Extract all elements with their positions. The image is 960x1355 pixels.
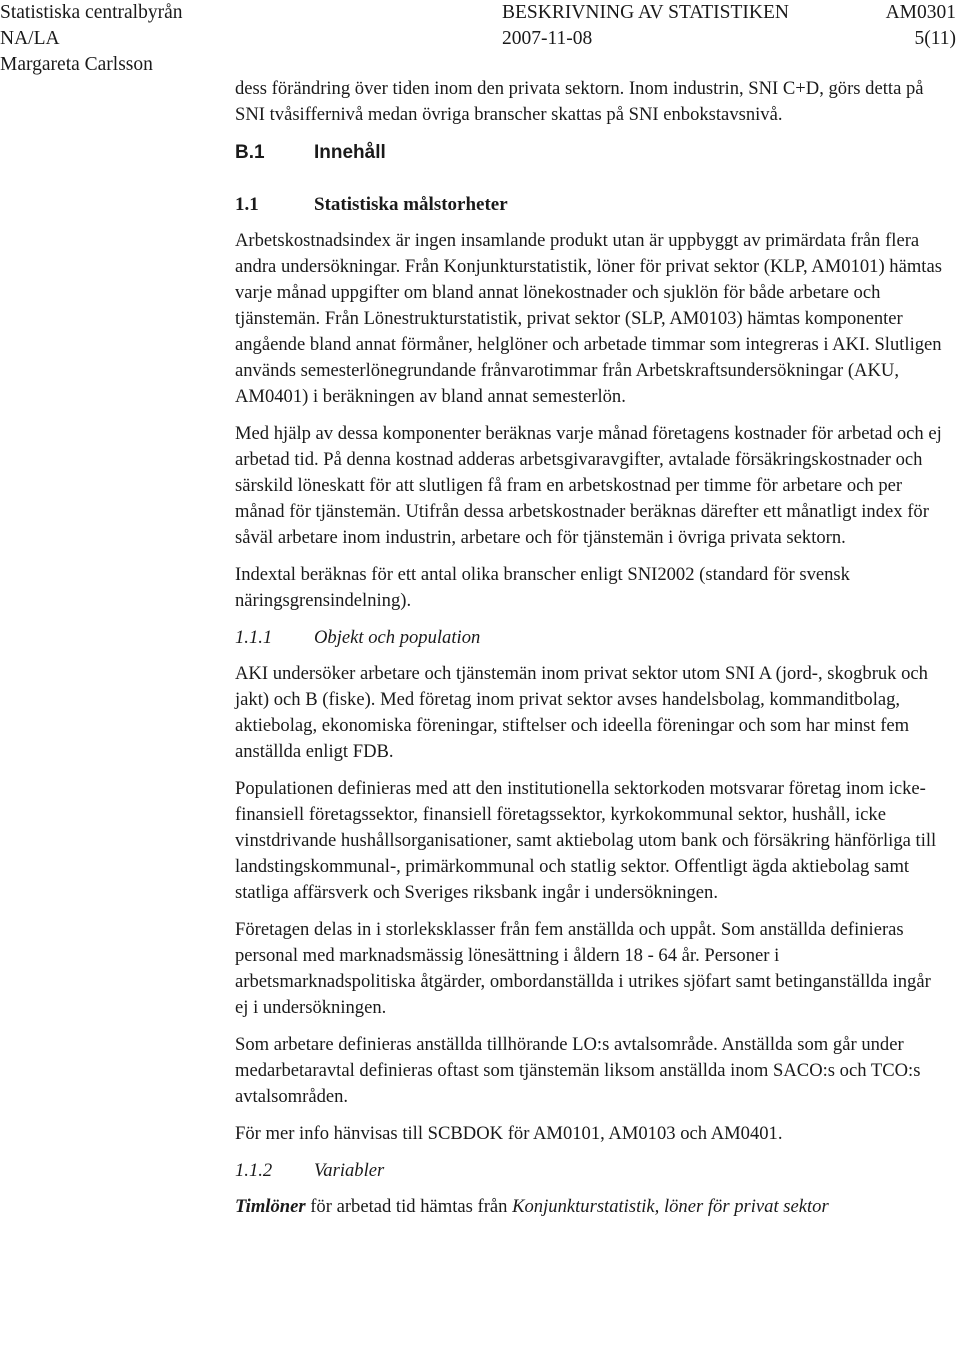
section-heading-1-1-1 bbox=[235, 625, 947, 651]
paragraph-variables bbox=[235, 1194, 947, 1220]
paragraph-index-figures: Indextal beräknas för ett antal olika branscher enligt SNI2002 (standard för svensk näringsgrensindelning). bbox=[235, 564, 850, 611]
header-author: Margareta Carlsson bbox=[0, 54, 153, 75]
section-heading-1-1 bbox=[235, 192, 947, 218]
section-number: 1.1.2 bbox=[235, 1160, 273, 1181]
header-organization: Statistiska centralbyrån bbox=[0, 2, 183, 23]
section-title: Objekt och population bbox=[314, 627, 481, 648]
header-date: 2007-11-08 bbox=[502, 28, 593, 49]
paragraph-scope: AKI undersöker arbetare och tjänstemän inom privat sektor utom SNI A (jord-, skogbruk och jakt) och B (fiske). Med företag inom privat sektor avses handelsbolag, kommanditbolag, aktiebolag, ekonomiska föreningar, stiftelser och ideella föreningar och som har minst fem anställda enligt FDB. bbox=[235, 663, 928, 762]
header-product-code: AM0301 bbox=[885, 2, 956, 23]
paragraph-definitions: Som arbetare definieras anställda tillhörande LO:s avtalsområde. Anställda som går under medarbetaravtal definieras oftast som tjänstemän liksom anställda inom SACO:s och TCO:s avtalsområden. bbox=[235, 1034, 921, 1107]
section-title: Variabler bbox=[314, 1160, 385, 1181]
paragraph-more-info: För mer info hänvisas till SCBDOK för AM0101, AM0103 och AM0401. bbox=[235, 1123, 783, 1144]
section-heading-b1 bbox=[235, 140, 947, 166]
paragraph-size-classes: Företagen delas in i storleksklasser från fem anställda och uppåt. Som anställda definieras personal med marknadsmässig lönesättning i åldern 18 - 64 år. Personer i arbetsmarknadspolitiska åtgärder, ombordanställda i utrikes sjöfart samt betinganställda ingår ej i undersökningen. bbox=[235, 919, 931, 1018]
section-number: B.1 bbox=[235, 142, 265, 163]
header-unit: NA/LA bbox=[0, 28, 60, 49]
document-body bbox=[235, 76, 947, 1231]
section-number: 1.1.1 bbox=[235, 627, 273, 648]
paragraph-population: Populationen definieras med att den institutionella sektorkoden motsvarar företag inom icke-finansiell företagssektor, finansiell företagssektor, kyrkokommunal sektor, hushåll, icke vinstdrivande hushållsorganisationer, samt aktiebolag utom bank och försäkring hänförliga till landstingskommunal-, primärkommunal och statlig sektor. Offentligt ägda aktiebolag samt statliga affärsverk och Sveriges riksbank ingår i undersökningen. bbox=[235, 778, 937, 903]
variables-text: för arbetad tid hämtas från bbox=[305, 1196, 513, 1217]
section-heading-1-1-2 bbox=[235, 1158, 947, 1184]
source-name: Konjunkturstatistik, löner för privat sektor bbox=[512, 1196, 829, 1217]
section-number: 1.1 bbox=[235, 194, 259, 215]
term-timloner: Timlöner bbox=[235, 1196, 306, 1217]
section-title: Innehåll bbox=[314, 142, 386, 163]
header-page-number: 5(11) bbox=[914, 28, 956, 49]
section-title: Statistiska målstorheter bbox=[314, 194, 508, 215]
paragraph-data-sources: Arbetskostnadsindex är ingen insamlande produkt utan är uppbyggt av primärdata från flera andra undersökningar. Från Konjunkturstatistik, löner för privat sektor (KLP, AM0101) hämtas varje månad uppgifter om bland annat lönekostnader och sjuklön för både arbetare och tjänstemän. Från Lönestrukturstatistik, privat sektor (SLP, AM0103) hämtas komponenter angående bland annat förmåner, helglöner och arbetade timmar som integreras i AKI. Slutligen används semesterlönegrundande frånvarotimmar från Arbetskraftsundersökningar (AKU, AM0401) i beräkningen av bland annat semesterlön. bbox=[235, 230, 942, 407]
intro-paragraph: dess förändring över tiden inom den privata sektorn. Inom industrin, SNI C+D, görs detta på SNI tvåsiffernivå medan övriga branscher skattas på SNI enbokstavsnivå. bbox=[235, 78, 924, 125]
paragraph-calculation: Med hjälp av dessa komponenter beräknas varje månad företagens kostnader för arbetad och ej arbetad tid. På denna kostnad adderas arbetsgivaravgifter, avtalade försäkringskostnader och särskild löneskatt för att slutligen få fram en arbetskostnad per timme för arbetare och per månad för tjänstemän. Utifrån dessa arbetskostnader beräknas därefter ett månatligt index för såväl arbetare inom industrin, arbetare och för tjänstemän i övriga privata sektorn. bbox=[235, 423, 942, 548]
header-document-type: BESKRIVNING AV STATISTIKEN bbox=[502, 2, 789, 23]
